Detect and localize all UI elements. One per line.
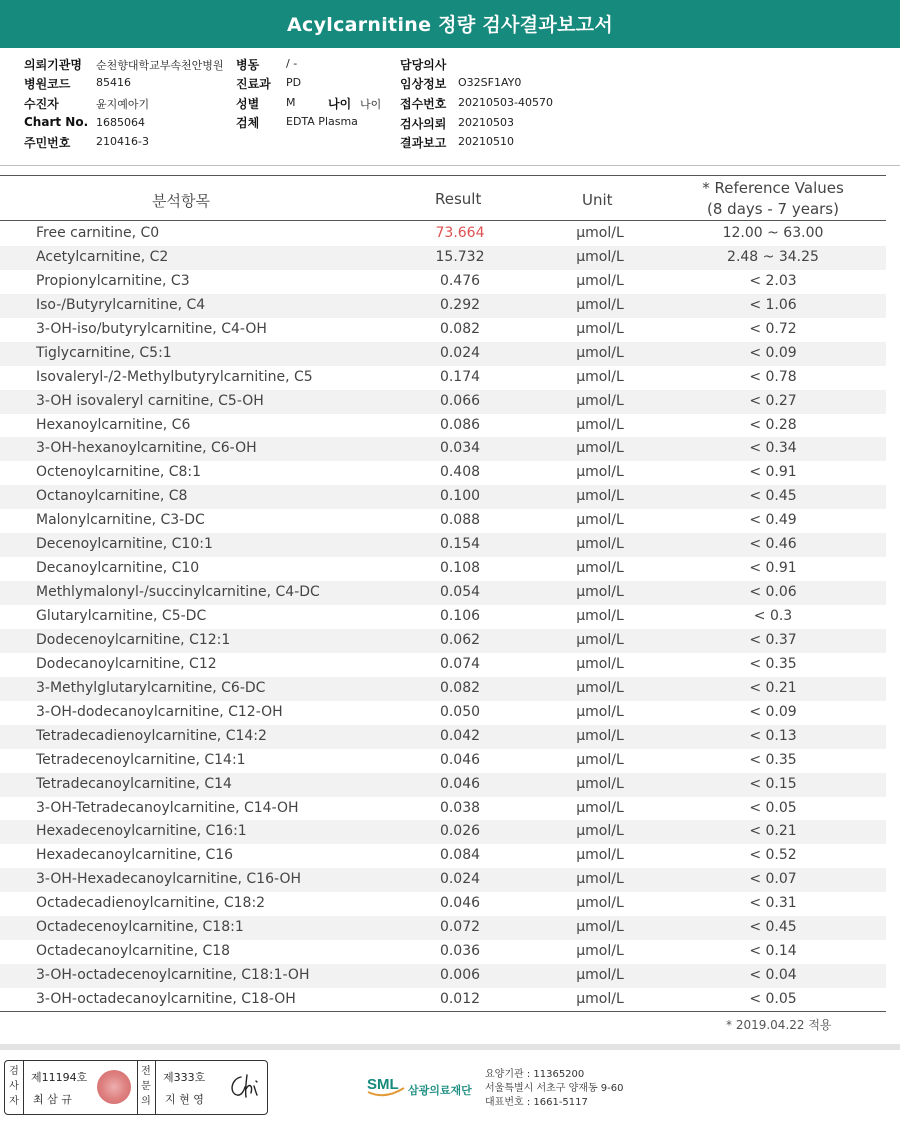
result-value: 0.408	[439, 464, 481, 481]
table-row	[0, 390, 886, 414]
result-value: 0.024	[439, 344, 481, 361]
table-row	[0, 749, 886, 773]
result-value: 0.154	[439, 536, 481, 553]
unit-value: μmol/L	[576, 871, 624, 888]
unit-value: μmol/L	[576, 799, 624, 816]
reference-value: < 0.45	[749, 488, 797, 505]
sml-logo-text: SML	[367, 1076, 399, 1093]
analyte-name: Iso-/Butyrylcarnitine, C4	[36, 296, 206, 313]
table-row	[0, 485, 886, 509]
reference-value: < 0.07	[749, 871, 797, 888]
result-value: 0.108	[439, 560, 481, 577]
table-row	[0, 557, 886, 581]
table-bottom-rule	[0, 1011, 886, 1012]
department-label: 진료과	[236, 77, 271, 91]
table-row	[0, 342, 886, 366]
id-no-label: 주민번호	[24, 136, 71, 150]
unit-value: μmol/L	[576, 560, 624, 577]
reference-value: < 0.28	[749, 416, 797, 433]
result-value: 0.006	[439, 967, 481, 984]
unit-value: μmol/L	[576, 703, 624, 720]
reference-value: < 0.14	[749, 943, 797, 960]
institution-value: 순천향대학교부속천안병원	[96, 59, 224, 72]
reference-value: 12.00 ~ 63.00	[722, 225, 824, 241]
request-date-label: 검사의뢰	[400, 117, 447, 131]
analyte-name: 3-OH isovaleryl carnitine, C5-OH	[36, 392, 264, 409]
report-date-value: 20210510	[458, 135, 514, 148]
analyte-name: 3-Methylglutarylcarnitine, C6-DC	[36, 679, 266, 696]
table-row	[0, 270, 886, 294]
analyte-name: Octenoylcarnitine, C8:1	[36, 464, 202, 481]
analyte-name: Tiglycarnitine, C5:1	[36, 344, 172, 361]
analyte-name: Octanoylcarnitine, C8	[36, 488, 188, 505]
chart-no-value: 1685064	[96, 116, 145, 129]
result-value: 0.476	[439, 272, 481, 289]
ward-label: 병동	[236, 58, 260, 72]
reference-value: < 0.21	[749, 679, 797, 696]
analyte-name: Octadecadienoylcarnitine, C18:2	[36, 895, 266, 912]
table-row	[0, 414, 886, 438]
unit-value: μmol/L	[576, 919, 624, 936]
unit-value: μmol/L	[576, 991, 624, 1007]
reference-value: < 0.27	[749, 392, 797, 409]
analyte-name: Decanoylcarnitine, C10	[36, 560, 200, 577]
analyte-name: 3-OH-octadecanoylcarnitine, C18-OH	[36, 991, 296, 1007]
table-row	[0, 461, 886, 485]
analyte-name: Dodecanoylcarnitine, C12	[36, 655, 217, 672]
clinical-info-value: O32SF1AY0	[458, 76, 522, 89]
reference-value: < 0.05	[749, 991, 797, 1007]
divider	[155, 1061, 156, 1114]
analyte-name: Dodecenoylcarnitine, C12:1	[36, 631, 231, 648]
result-value: 0.088	[439, 512, 481, 529]
examiner-vertical-label: 검 사 자	[9, 1066, 19, 1107]
unit-value: μmol/L	[576, 823, 624, 840]
unit-value: μmol/L	[576, 751, 624, 768]
table-row	[0, 533, 886, 557]
result-value: 0.086	[439, 416, 481, 433]
table-row	[0, 701, 886, 725]
analyte-name: Methlymalonyl-/succinylcarnitine, C4-DC	[36, 584, 320, 601]
table-row	[0, 820, 886, 844]
analyte-name: Tetradecanoylcarnitine, C14	[36, 775, 232, 792]
result-value: 0.046	[439, 751, 481, 768]
analyte-name: 3-OH-dodecanoylcarnitine, C12-OH	[36, 703, 283, 720]
result-value: 73.664	[435, 225, 485, 241]
header-result: Result	[435, 190, 482, 208]
result-value: 0.082	[439, 320, 481, 337]
analyte-name: Acetylcarnitine, C2	[36, 248, 169, 265]
unit-value: μmol/L	[576, 296, 624, 313]
analyte-name: Tetradecadienoylcarnitine, C14:2	[36, 727, 267, 744]
org-address-line: 서울특별시 서초구 양재동 9-60	[485, 1083, 624, 1094]
result-value: 0.066	[439, 392, 481, 409]
clinical-info-label: 임상정보	[400, 77, 447, 91]
hospital-code-label: 병원코드	[24, 77, 71, 91]
patient-value: 윤지예아기	[96, 98, 150, 111]
age-label: 나이	[328, 97, 352, 111]
result-value: 0.024	[439, 871, 481, 888]
analyte-name: Free carnitine, C0	[36, 225, 160, 241]
analyte-name: 3-OH-iso/butyrylcarnitine, C4-OH	[36, 320, 267, 337]
result-value: 0.292	[439, 296, 481, 313]
sex-value: M	[286, 96, 296, 109]
table-row	[0, 581, 886, 605]
table-row	[0, 940, 886, 964]
reference-value: < 0.09	[749, 703, 797, 720]
table-row	[0, 773, 886, 797]
result-value: 0.072	[439, 919, 481, 936]
result-value: 0.026	[439, 823, 481, 840]
result-value: 0.046	[439, 895, 481, 912]
unit-value: μmol/L	[576, 392, 624, 409]
patient-label: 수진자	[24, 97, 59, 111]
reference-value: < 0.15	[749, 775, 797, 792]
unit-value: μmol/L	[576, 943, 624, 960]
reference-value: < 0.05	[749, 799, 797, 816]
result-value: 0.106	[439, 608, 481, 624]
report-title-bar	[0, 0, 900, 48]
header-reference-line2: (8 days - 7 years)	[707, 200, 839, 218]
table-row	[0, 964, 886, 988]
header-item: 분석항목	[152, 192, 210, 210]
results-table-body	[0, 222, 886, 1012]
result-value: 0.012	[439, 991, 481, 1007]
table-row	[0, 725, 886, 749]
reference-value: < 0.45	[749, 919, 797, 936]
unit-value: μmol/L	[576, 225, 624, 241]
reference-value: < 0.31	[749, 895, 797, 912]
unit-value: μmol/L	[576, 488, 624, 505]
table-row	[0, 797, 886, 821]
table-row	[0, 677, 886, 701]
red-seal-stamp	[97, 1070, 131, 1104]
unit-value: μmol/L	[576, 775, 624, 792]
reference-value: < 0.06	[749, 584, 797, 601]
divider	[137, 1061, 138, 1114]
table-row	[0, 294, 886, 318]
reference-value: 2.48 ~ 34.25	[727, 248, 819, 265]
analyte-name: Propionylcarnitine, C3	[36, 272, 190, 289]
result-value: 0.084	[439, 847, 481, 864]
result-value: 0.036	[439, 943, 481, 960]
result-value: 0.074	[439, 655, 481, 672]
doctor-label: 담당의사	[400, 58, 447, 72]
analyte-name: 3-OH-Hexadecanoylcarnitine, C16-OH	[36, 871, 301, 888]
specialist-license: 제333호	[163, 1071, 206, 1084]
unit-value: μmol/L	[576, 608, 624, 624]
table-row	[0, 916, 886, 940]
specimen-label: 검체	[236, 116, 260, 130]
unit-value: μmol/L	[576, 320, 624, 337]
report-date-label: 결과보고	[400, 136, 447, 150]
unit-value: μmol/L	[576, 248, 624, 265]
hospital-code-value: 85416	[96, 76, 131, 89]
report-title: Acylcarnitine 정량 검사결과보고서	[287, 14, 613, 36]
reference-value: < 2.03	[749, 272, 797, 289]
unit-value: μmol/L	[576, 679, 624, 696]
table-row	[0, 437, 886, 461]
sex-label: 성별	[236, 97, 260, 111]
org-name: 삼광의료재단	[408, 1084, 472, 1097]
unit-value: μmol/L	[576, 344, 624, 361]
unit-value: μmol/L	[576, 967, 624, 984]
receipt-no-label: 접수번호	[400, 97, 447, 111]
org-info	[485, 1068, 624, 1110]
patient-info-section	[0, 48, 900, 166]
header-reference-line1: * Reference Values	[702, 179, 844, 197]
unit-value: μmol/L	[576, 272, 624, 289]
reference-value: < 0.52	[749, 847, 797, 864]
sml-logo-icon	[365, 1074, 407, 1098]
reference-value: < 0.35	[749, 655, 797, 672]
result-value: 15.732	[435, 248, 485, 265]
reference-value: < 0.3	[753, 608, 793, 624]
unit-value: μmol/L	[576, 464, 624, 481]
table-row	[0, 868, 886, 892]
analyte-name: Hexanoylcarnitine, C6	[36, 416, 191, 433]
result-value: 0.050	[439, 703, 481, 720]
table-row	[0, 844, 886, 868]
result-value: 0.062	[439, 631, 481, 648]
table-row	[0, 892, 886, 916]
analyte-name: Glutarylcarnitine, C5-DC	[36, 608, 207, 624]
table-row	[0, 246, 886, 270]
footer-separator	[0, 1044, 900, 1050]
header-unit: Unit	[582, 191, 613, 209]
unit-value: μmol/L	[576, 416, 624, 433]
reference-value: < 0.49	[749, 512, 797, 529]
reference-value: < 0.13	[749, 727, 797, 744]
analyte-name: Hexadecenoylcarnitine, C16:1	[36, 823, 247, 840]
org-code-line: 요양기관 : 11365200	[485, 1069, 585, 1080]
table-row	[0, 653, 886, 677]
result-value: 0.046	[439, 775, 481, 792]
reference-value: < 0.37	[749, 631, 797, 648]
reference-value: < 0.72	[749, 320, 797, 337]
result-value: 0.174	[439, 368, 481, 385]
result-value: 0.034	[439, 440, 481, 457]
analyte-name: 3-OH-hexanoylcarnitine, C6-OH	[36, 440, 257, 457]
handwritten-signature	[227, 1071, 263, 1101]
result-value: 0.054	[439, 584, 481, 601]
table-row	[0, 509, 886, 533]
analyte-name: Octadecenoylcarnitine, C18:1	[36, 919, 244, 936]
signature-box	[4, 1060, 268, 1115]
unit-value: μmol/L	[576, 631, 624, 648]
result-value: 0.100	[439, 488, 481, 505]
divider	[23, 1061, 24, 1114]
examiner-name: 최 삼 규	[33, 1093, 72, 1106]
result-value: 0.038	[439, 799, 481, 816]
unit-value: μmol/L	[576, 440, 624, 457]
table-row	[0, 629, 886, 653]
table-row	[0, 222, 886, 246]
unit-value: μmol/L	[576, 847, 624, 864]
specimen-value: EDTA Plasma	[286, 115, 358, 128]
specialist-name: 지 현 영	[165, 1093, 204, 1106]
institution-label: 의뢰기관명	[24, 58, 82, 72]
reference-value: < 0.21	[749, 823, 797, 840]
unit-value: μmol/L	[576, 584, 624, 601]
unit-value: μmol/L	[576, 895, 624, 912]
reference-footnote: * 2019.04.22 적용	[726, 1018, 832, 1032]
unit-value: μmol/L	[576, 536, 624, 553]
ward-value: / -	[286, 57, 298, 70]
result-value: 0.042	[439, 727, 481, 744]
specialist-vertical-label: 전 문 의	[141, 1066, 151, 1107]
unit-value: μmol/L	[576, 512, 624, 529]
analyte-name: 3-OH-octadecenoylcarnitine, C18:1-OH	[36, 967, 310, 984]
reference-value: < 0.91	[749, 560, 797, 577]
request-date-value: 20210503	[458, 116, 514, 129]
analyte-name: Isovaleryl-/2-Methylbutyrylcarnitine, C5	[36, 368, 313, 385]
analyte-name: Octadecanoylcarnitine, C18	[36, 943, 231, 960]
examiner-license: 제11194호	[31, 1071, 88, 1084]
org-phone-line: 대표번호 : 1661-5117	[485, 1097, 588, 1108]
table-row	[0, 366, 886, 390]
reference-value: < 0.09	[749, 344, 797, 361]
reference-value: < 0.46	[749, 536, 797, 553]
reference-value: < 0.78	[749, 368, 797, 385]
unit-value: μmol/L	[576, 368, 624, 385]
reference-value: < 0.34	[749, 440, 797, 457]
receipt-no-value: 20210503-40570	[458, 96, 553, 109]
table-row	[0, 605, 886, 629]
result-value: 0.082	[439, 679, 481, 696]
analyte-name: Tetradecenoylcarnitine, C14:1	[36, 751, 246, 768]
analyte-name: Decenoylcarnitine, C10:1	[36, 536, 213, 553]
department-value: PD	[286, 76, 302, 89]
analyte-name: Malonylcarnitine, C3-DC	[36, 512, 205, 529]
reference-value: < 0.35	[749, 751, 797, 768]
analyte-name: 3-OH-Tetradecanoylcarnitine, C14-OH	[36, 799, 299, 816]
reference-value: < 0.04	[749, 967, 797, 984]
results-table-header	[0, 175, 886, 221]
reference-value: < 1.06	[749, 296, 797, 313]
age-value: 나이	[360, 98, 382, 111]
unit-value: μmol/L	[576, 727, 624, 744]
chart-no-label: Chart No.	[24, 115, 89, 129]
unit-value: μmol/L	[576, 655, 624, 672]
table-row	[0, 318, 886, 342]
reference-value: < 0.91	[749, 464, 797, 481]
table-row	[0, 988, 886, 1012]
analyte-name: Hexadecanoylcarnitine, C16	[36, 847, 234, 864]
id-no-value: 210416-3	[96, 135, 149, 148]
